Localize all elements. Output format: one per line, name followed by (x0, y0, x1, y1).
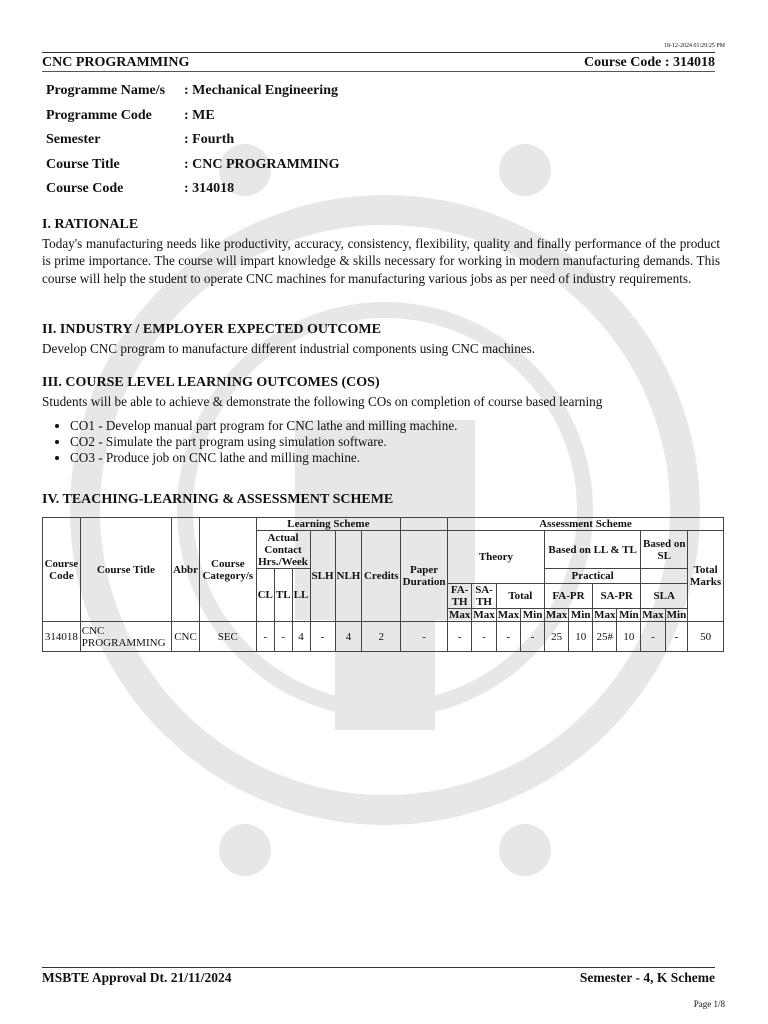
industry-outcome-section (42, 321, 720, 357)
td-nlh: 4 (335, 622, 362, 652)
td-fa-pr-max: 25 (544, 622, 568, 652)
td-paper-duration: - (401, 622, 448, 652)
th-min: Min (617, 609, 641, 622)
info-row-programme-code (46, 104, 340, 129)
th-sa-th: SA-TH (472, 584, 496, 609)
th-actual-contact-hours: Actual Contact Hrs./Week (256, 531, 310, 569)
course-info-block (46, 79, 340, 202)
course-outcomes-list (42, 418, 720, 466)
th-fa-pr: FA-PR (544, 584, 592, 609)
course-outcomes-section (42, 374, 720, 466)
th-course-category: Course Category/s (200, 518, 257, 622)
header-course-code: Course Code : 314018 (583, 55, 715, 70)
course-outcomes-intro: Students will be able to achieve & demonstrate the following COs on completion of course based learning (42, 393, 603, 409)
scheme-section (42, 491, 720, 510)
co-item: • CO3 - Produce job on CNC lathe and milling machine. (70, 450, 720, 466)
th-ll: LL (292, 569, 310, 622)
info-value: : Mechanical Engineering (184, 83, 338, 99)
teaching-assessment-scheme-table (42, 517, 724, 652)
info-value: : CNC PROGRAMMING (184, 156, 340, 172)
th-cl: CL (256, 569, 274, 622)
th-credits: Credits (362, 531, 401, 622)
th-practical: Practical (544, 569, 640, 584)
th-sa-pr: SA-PR (593, 584, 641, 609)
td-slh: - (310, 622, 335, 652)
td-ll: 4 (292, 622, 310, 652)
rationale-section (42, 216, 720, 287)
th-total-marks: Total Marks (688, 531, 724, 622)
th-learning-scheme: Learning Scheme (256, 518, 401, 531)
th-slh: SLH (310, 531, 335, 622)
td-tl: - (274, 622, 292, 652)
td-code: 314018 (43, 622, 81, 652)
rationale-text: Today's manufacturing needs like productivity, accuracy, consistency, flexibility, quality and finally performance of the product is prime importance. The course will impart knowledge & skills necessary for working in modern manufacturing demands. This course will help the student to operate CNC machines for manufacturing various jobs as per need of industry requirements. (42, 235, 720, 286)
info-row-programme-name (46, 79, 340, 104)
td-sla-max: - (641, 622, 665, 652)
page-header (42, 52, 715, 71)
info-label: Programme Code (46, 107, 152, 123)
page-footer (42, 967, 715, 986)
td-sa-pr-max: 25# (593, 622, 617, 652)
td-total-min: - (521, 622, 545, 652)
info-value: : ME (184, 107, 215, 123)
scheme-heading: IV. TEACHING-LEARNING & ASSESSMENT SCHEME (42, 492, 394, 507)
td-fa-th-max: - (447, 622, 471, 652)
th-based-on-ll-tl: Based on LL & TL (544, 531, 640, 569)
td-sa-pr-min: 10 (617, 622, 641, 652)
td-total-marks: 50 (688, 622, 724, 652)
td-category: SEC (200, 622, 257, 652)
co-item: • CO2 - Simulate the part program using simulation software. (70, 434, 720, 450)
header-divider (42, 71, 715, 72)
table-row (43, 622, 724, 652)
th-assessment-scheme: Assessment Scheme (447, 518, 723, 531)
td-fa-pr-min: 10 (569, 622, 593, 652)
th-course-title: Course Title (80, 518, 171, 622)
th-min: Min (521, 609, 545, 622)
info-row-course-code (46, 177, 340, 202)
td-title: CNC PROGRAMMING (80, 622, 171, 652)
info-label: Course Title (46, 156, 120, 172)
th-max: Max (594, 609, 616, 621)
header-course-title: CNC PROGRAMMING (42, 55, 190, 70)
th-sla: SLA (641, 584, 688, 609)
th-based-on-sl: Based on SL (641, 531, 688, 569)
td-abbr: CNC (172, 622, 200, 652)
th-course-code: Course Code (43, 518, 81, 622)
th-blank (401, 518, 448, 531)
page-number: Page 1/8 (693, 999, 725, 1009)
th-tl: TL (274, 569, 292, 622)
info-value: : Fourth (184, 132, 235, 148)
th-theory: Theory (447, 531, 544, 584)
th-max: Max (642, 609, 664, 621)
td-total-max: - (496, 622, 520, 652)
th-fa-th: FA-TH (447, 584, 471, 609)
td-sla-min: - (665, 622, 688, 652)
info-row-course-title (46, 153, 340, 178)
info-label: Semester (46, 132, 101, 148)
td-sa-th-max: - (472, 622, 496, 652)
th-min: Min (666, 609, 687, 621)
th-abbr: Abbr (172, 518, 200, 622)
info-value: : 314018 (184, 181, 235, 197)
th-max: Max (448, 609, 471, 621)
rationale-heading: I. RATIONALE (42, 217, 139, 232)
footer-semester-scheme: Semester - 4, K Scheme (579, 970, 715, 985)
th-min: Min (569, 609, 593, 622)
th-max: Max (473, 609, 495, 621)
co-item: • CO1 - Develop manual part program for CNC lathe and milling machine. (70, 418, 720, 434)
th-nlh: NLH (335, 531, 362, 622)
info-label: Course Code (46, 181, 124, 197)
td-cl: - (256, 622, 274, 652)
th-paper-duration: Paper Duration (401, 531, 448, 622)
info-label: Programme Name/s (46, 83, 166, 99)
th-blank (641, 569, 688, 584)
print-timestamp: 18-12-2024 01:29:25 PM (663, 43, 725, 49)
footer-approval-date: MSBTE Approval Dt. 21/11/2024 (42, 970, 232, 985)
th-total: Total (496, 584, 544, 609)
industry-outcome-text: Develop CNC program to manufacture different industrial components using CNC machines. (42, 340, 536, 356)
info-row-semester (46, 128, 340, 153)
td-credits: 2 (362, 622, 401, 652)
industry-outcome-heading: II. INDUSTRY / EMPLOYER EXPECTED OUTCOME (42, 322, 381, 337)
th-max: Max (497, 609, 520, 621)
th-max: Max (545, 609, 568, 621)
course-outcomes-heading: III. COURSE LEVEL LEARNING OUTCOMES (COS) (42, 375, 380, 390)
